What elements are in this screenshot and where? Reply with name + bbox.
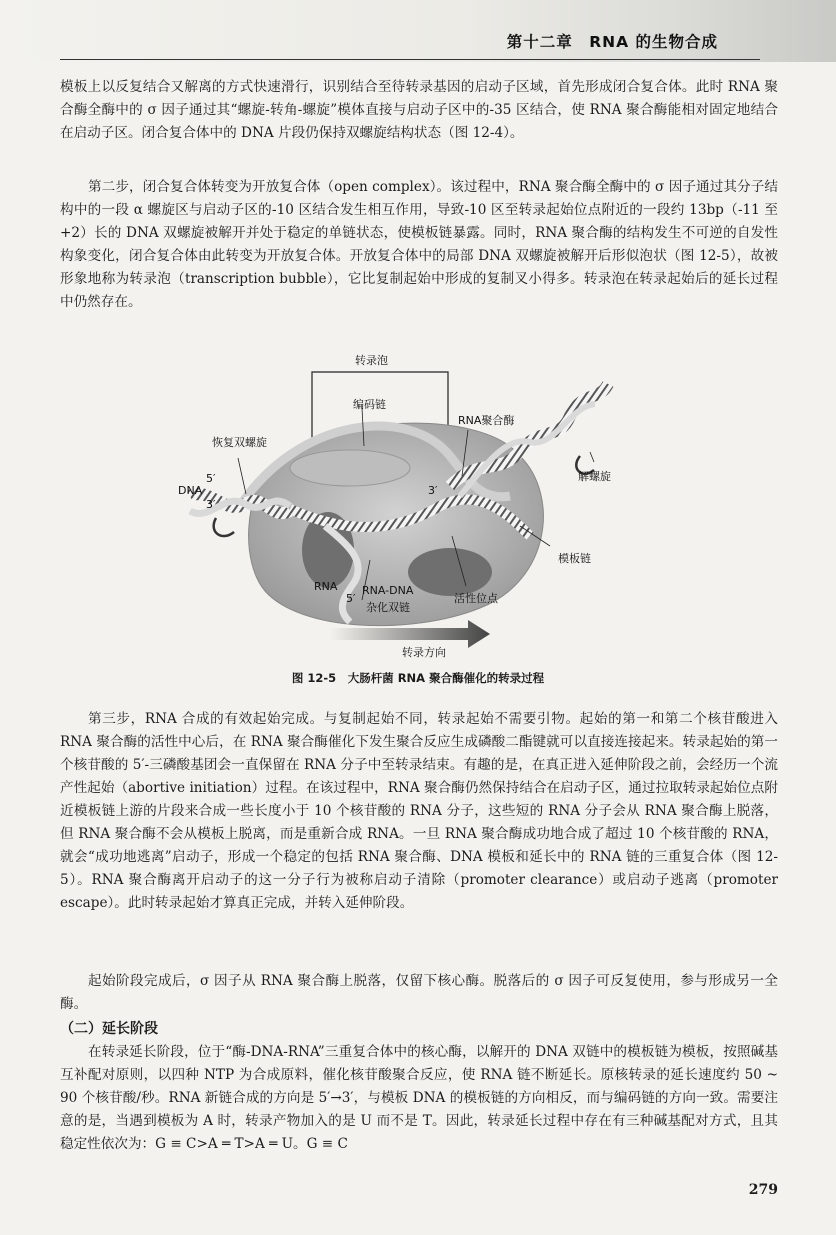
label-active-site: 活性位点 [454,592,498,605]
paragraph-3: 第三步，RNA 合成的有效起始完成。与复制起始不同，转录起始不需要引物。起始的第一和第二个核苷酸进入 RNA 聚合酶的活性中心后，在 RNA 聚合酶催化下发生聚合反应生成磷酸二酯键就可以直接连接起来。转录起始的第一个核苷酸的 5′-三磷酸基团会一直保留在 RNA 分子中至转录结束。有趣的是，在真正进入延伸阶段之前，会经历一个流产性起始（abortive initiation）过程。在该过程中，RNA 聚合酶仍然保持结合在启动子区，通过拉取转录起始位点附近模板链上游的片段来合成一些长度小于 10 个核苷酸的 RNA 分子，这些短的 RNA 分子会从 RNA 聚合酶上脱落，但 RNA 聚合酶不会从模板上脱离，而是重新合成 RNA。一旦 RNA 聚合酶成功地合成了超过 10 个核苷酸的 RNA，就会“成功地逃离”启动子，形成一个稳定的包括 RNA 聚合酶、DNA 模板和延长中的 RNA 链的三重复合体（图 12-5）。RNA 聚合酶离开启动子的这一分子行为被称启动子清除（promoter clearance）或启动子逃离（promoter escape）。此时转录起始才算真正完成，并转入延伸阶段。 [60,711,778,911]
figure-illustration [150,346,690,686]
paragraph-4: 起始阶段完成后，σ 因子从 RNA 聚合酶上脱落，仅留下核心酶。脱落后的 σ 因子可反复使用，参与形成另一全酶。 [60,973,778,1012]
label-unwind: 解螺旋 [578,470,611,483]
figure-transcription [150,346,690,686]
label-rna: RNA [314,580,338,593]
label-5prime-left: 5′ [206,472,216,485]
paragraph-5: 在转录延长阶段，位于“酶-DNA-RNA”三重复合体中的核心酶，以解开的 DNA 双链中的模板链为模板，按照碱基互补配对原则，以四种 NTP 为合成原料，催化核苷酸聚合反应，使 RNA 链不断延长。原核转录的延长速度约 50 ~ 90 个核苷酸/秒。RNA 新链合成的方向是 5′→3′，与模板 DNA 的模板链的方向相反，而与编码链的方向一致。需要注意的是，当遇到模板为 A 时，转录产物加入的是 U 而不是 T。因此，转录延长过程中存在有三种碱基配对方式，且其稳定性依次为：G ≡ C>A ═ T>A ═ U。G ≡ C [60,1044,778,1152]
label-3prime-left: 3′ [206,498,216,511]
label-direction: 转录方向 [402,646,446,659]
section-heading-elongation: （二）延长阶段 [60,1021,158,1037]
label-template-strand: 模板链 [558,552,591,565]
enzyme-lobe-right [408,548,492,596]
label-rna-polymerase: RNA聚合酶 [458,414,515,427]
label-rewind: 恢复双螺旋 [212,436,267,449]
label-coding-strand: 编码链 [353,398,386,411]
label-5prime-rna: 5′ [346,592,356,605]
rewind-arrow-icon [214,518,234,536]
page-number: 279 [748,1182,778,1198]
header-rule [60,59,760,60]
label-rna-dna: RNA-DNA [362,584,414,597]
label-dna: DNA [178,484,203,497]
figure-caption: 图 12-5 大肠杆菌 RNA 聚合酶催化的转录过程 [291,671,545,685]
chapter-header-title: 第十二章 RNA 的生物合成 [506,33,718,51]
label-3prime-inner: 3′ [428,484,438,497]
paragraph-1: 模板上以反复结合又解离的方式快速滑行，识别结合至待转录基因的启动子区域，首先形成闭合复合体。此时 RNA 聚合酶全酶中的 σ 因子通过其“螺旋-转角-螺旋”模体直接与启动子区中的-35 区结合，使 RNA 聚合酶能相对固定地结合在启动子区。闭合复合体中的 DNA 片段仍保持双螺旋结构状态（图 12-4）。 [60,79,778,141]
label-transcription-bubble: 转录泡 [355,354,388,367]
enzyme-top [290,450,410,486]
paragraph-2: 第二步，闭合复合体转变为开放复合体（open complex）。该过程中，RNA 聚合酶全酶中的 σ 因子通过其分子结构中的一段 α 螺旋区与启动子区的-10 区结合发生相互作用，导致-10 区至转录起始位点附近的一段约 13bp（-11 至+2）长的 DNA 双螺旋被解开并处于稳定的单链状态，使模板链暴露。同时，RNA 聚合酶的结构发生不可逆的自发性构象变化，闭合复合体由此转变为开放复合体。开放复合体中的局部 DNA 双螺旋被解开后形似泡状（图 12-5），故被形象地称为转录泡（transcription bubble），它比复制起始中形成的复制叉小得多。转录泡在转录起始后的延长过程中仍然存在。 [60,179,778,310]
label-hybrid: 杂化双链 [366,601,410,614]
